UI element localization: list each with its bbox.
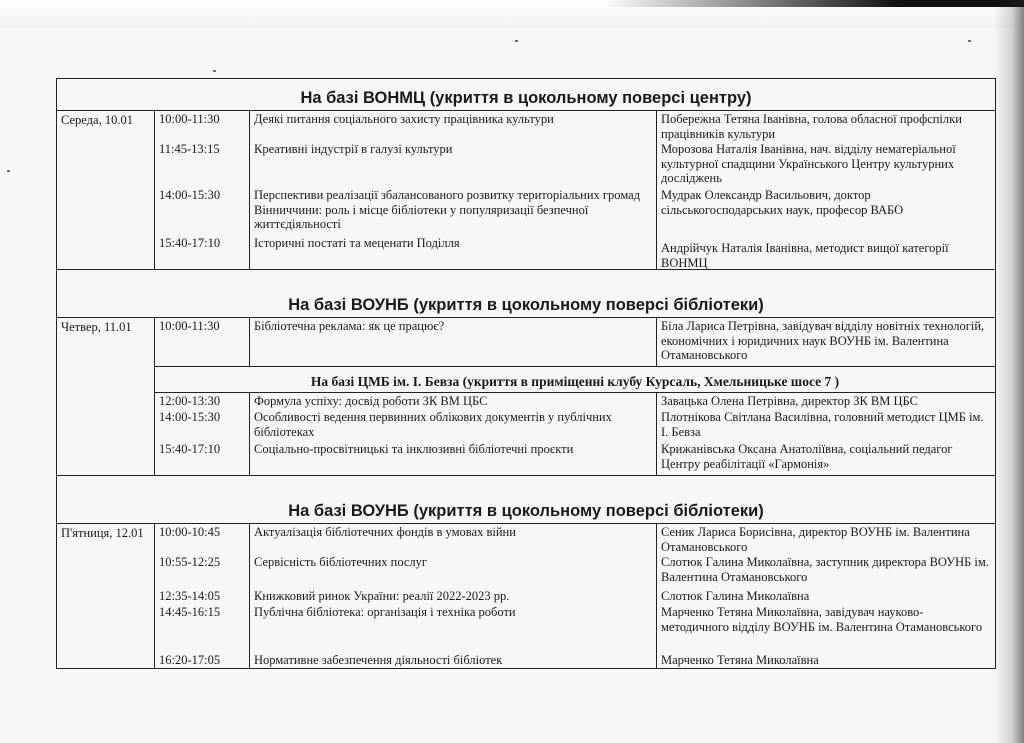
table-row xyxy=(155,441,995,475)
scan-top-edge xyxy=(0,0,1024,28)
section-gap xyxy=(57,270,995,288)
table-row xyxy=(155,604,995,652)
speaker-cell: Плотнікова Світлана Василівна, головний методист ЦМБ ім. І. Бевза xyxy=(661,410,984,439)
time-cell: 12:35-14:05 xyxy=(155,588,250,604)
day-block xyxy=(57,524,995,669)
table-row xyxy=(155,141,995,187)
table-row xyxy=(155,652,995,668)
time-cell: 10:00-10:45 xyxy=(155,524,250,554)
speaker-cell: Біла Лариса Петрівна, завідувач відділу новітніх технологій, економічних і юридичних наук ВОУНБ ім. Валентина Отамановського xyxy=(661,319,985,362)
topic-cell: Сервісність бібліотечних послуг xyxy=(250,554,657,588)
scan-speck xyxy=(213,70,216,72)
speaker-cell: Мудрак Олександр Васильович, доктор сільськогосподарських наук, професор ВАБО xyxy=(661,188,904,217)
section-header: На базі ВОНМЦ (укриття в цокольному поверсі центру) xyxy=(57,79,995,111)
day-block xyxy=(57,111,995,270)
topic-cell: Соціально-просвітницькі та інклюзивні бібліотечні проєкти xyxy=(250,441,657,475)
time-cell: 16:20-17:05 xyxy=(155,652,250,668)
day-block xyxy=(57,318,995,476)
topic-cell: Публічна бібліотека: організація і техніка роботи xyxy=(250,604,657,652)
topic-cell: Книжковий ринок України: реалії 2022-2023 рр. xyxy=(250,588,657,604)
topic-cell: Деякі питання соціального захисту працівника культури xyxy=(250,111,657,141)
topic-cell: Нормативне забезпечення діяльності бібліотек xyxy=(250,652,657,668)
time-cell: 10:55-12:25 xyxy=(155,554,250,588)
speaker-cell: Сеник Лариса Борисівна, директор ВОУНБ ім. Валентина Отамановського xyxy=(661,525,970,554)
subsection-header: На базі ЦМБ ім. І. Бевза (укриття в приміщенні клубу Курсаль, Хмельницьке шосе 7 ) xyxy=(155,367,995,393)
scan-speck xyxy=(7,170,10,172)
schedule-table xyxy=(56,78,996,669)
section-gap xyxy=(57,476,995,494)
topic-cell: Бібліотечна реклама: як це працює? xyxy=(250,318,657,366)
speaker-cell: Побережна Тетяна Іванівна, голова обласної профспілки працівників культури xyxy=(661,112,962,141)
time-cell: 14:00-15:30 xyxy=(155,409,250,441)
table-row xyxy=(155,393,995,409)
scan-right-edge xyxy=(994,0,1024,743)
table-row xyxy=(155,111,995,141)
time-cell: 14:45-16:15 xyxy=(155,604,250,652)
time-cell: 10:00-11:30 xyxy=(155,111,250,141)
table-row xyxy=(155,588,995,604)
time-cell: 12:00-13:30 xyxy=(155,393,250,409)
day-label: Середа, 10.01 xyxy=(57,111,155,269)
time-cell: 11:45-13:15 xyxy=(155,141,250,187)
speaker-cell: Морозова Наталія Іванівна, нач. відділу нематеріальної культурної спадщини Українського Центру культурних досліджень xyxy=(661,142,956,185)
speaker-cell: Марченко Тетяна Миколаївна, завідувач науково-методичного відділу ВОУНБ ім. Валентина Отамановського xyxy=(661,605,983,634)
table-row xyxy=(155,524,995,554)
topic-cell: Актуалізація бібліотечних фондів в умовах війни xyxy=(250,524,657,554)
scan-speck xyxy=(968,40,971,42)
speaker-cell: Завацька Олена Петрівна, директор ЗК ВМ ЦБС xyxy=(661,394,918,408)
time-cell: 15:40-17:10 xyxy=(155,441,250,475)
table-row xyxy=(155,187,995,235)
section-header: На базі ВОУНБ (укриття в цокольному поверсі бібліотеки) xyxy=(57,288,995,318)
time-cell: 14:00-15:30 xyxy=(155,187,250,235)
scan-speck xyxy=(515,40,518,42)
day-label: Четвер, 11.01 xyxy=(57,318,155,475)
topic-cell: Історичні постаті та меценати Поділля xyxy=(250,235,657,269)
topic-cell: Креативні індустрії в галузі культури xyxy=(250,141,657,187)
speaker-cell: Андрійчук Наталія Іванівна, методист вищої категорії ВОНМЦ xyxy=(661,241,949,270)
speaker-cell: Слотюк Галина Миколаївна xyxy=(661,589,810,603)
speaker-cell: Слотюк Галина Миколаївна, заступник директора ВОУНБ ім. Валентина Отамановського xyxy=(661,555,989,584)
subsection xyxy=(155,366,995,475)
table-row xyxy=(155,409,995,441)
table-row xyxy=(155,318,995,366)
topic-cell: Формула успіху: досвід роботи ЗК ВМ ЦБС xyxy=(250,393,657,409)
section-header: На базі ВОУНБ (укриття в цокольному поверсі бібліотеки) xyxy=(57,494,995,524)
topic-cell: Особливості ведення первинних облікових документів у публічних бібліотеках xyxy=(250,409,657,441)
table-row xyxy=(155,554,995,588)
topic-cell: Перспективи реалізації збалансованого розвитку територіальних громад Вінниччини: роль і місце бібліотеки у популяризації безпечної життєдіяльності xyxy=(250,187,657,235)
speaker-cell: Марченко Тетяна Миколаївна xyxy=(661,653,819,667)
table-row xyxy=(155,235,995,269)
day-label: П'ятниця, 12.01 xyxy=(57,524,155,668)
time-cell: 15:40-17:10 xyxy=(155,235,250,269)
speaker-cell: Крижанівська Оксана Анатоліївна, соціальний педагог Центру реабілітації «Гармонія» xyxy=(661,442,953,471)
time-cell: 10:00-11:30 xyxy=(155,318,250,366)
